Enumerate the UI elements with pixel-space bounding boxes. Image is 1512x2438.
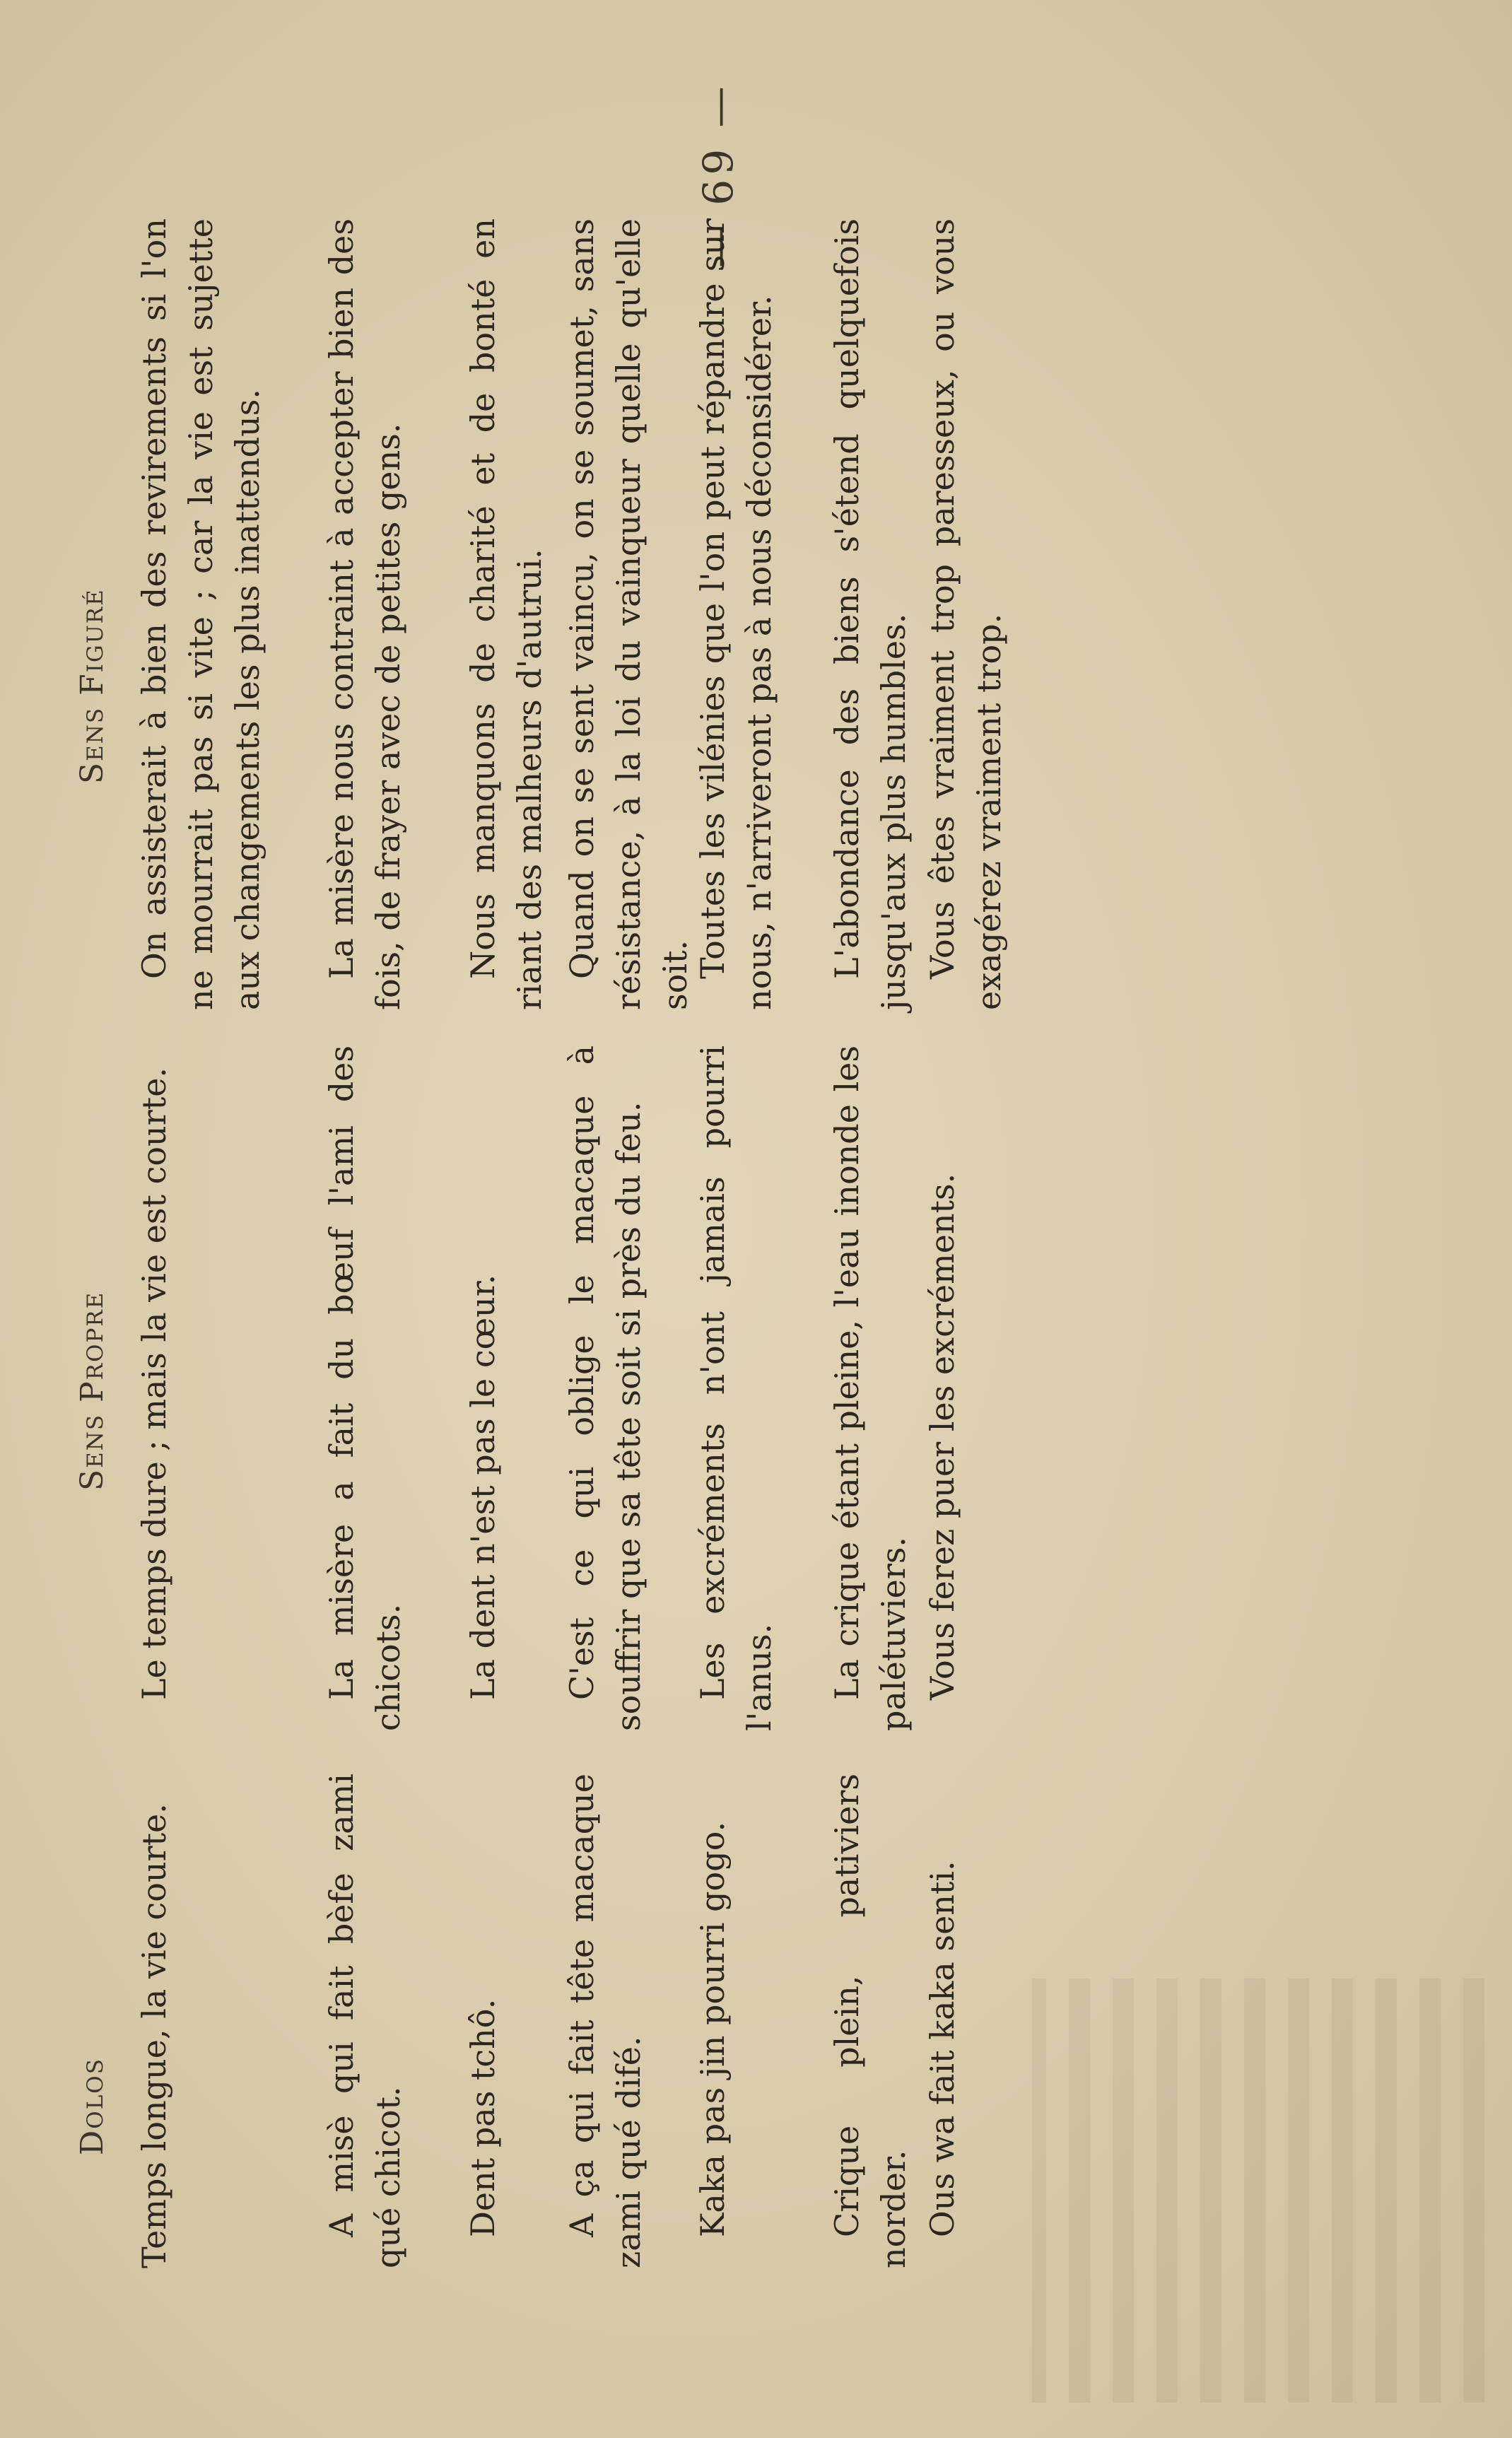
entry-7-figure: Vous êtes vraiment trop paresseux, ou vous exagérez vraiment trop.: [923, 218, 1008, 1010]
entry-1-figure: On assisterait à bien des revirements si l'on ne mourrait pas si vite ; car la vie est sujette aux changements les plus inattendus.: [135, 218, 266, 1010]
entry-5-figure: Toutes les vilénies que l'on peut répandre sur nous, n'arriveront pas à nous déconsidérer.: [693, 218, 778, 1010]
entry-3-figure: Nous manquons de charité et de bonté en riant des malheurs d'autrui.: [464, 218, 549, 1010]
entry-7-propre: Vous ferez puer les excréments.: [923, 1173, 961, 1700]
entry-4-propre: C'est ce qui oblige le macaque à souffrir que sa tête soit si près du feu.: [563, 1045, 647, 1731]
entry-4-dolos: A ça qui fait tête macaque zami qué difé.: [563, 1774, 647, 2268]
entry-6-propre: La crique étant pleine, l'eau inonde les palétuviers.: [828, 1045, 913, 1731]
entry-2-propre: La misère a fait du bœuf l'ami des chicots.: [322, 1045, 407, 1731]
header-sens-propre: Sens Propre: [74, 1291, 110, 1491]
entry-3-dolos: Dent pas tchô.: [464, 1998, 502, 2237]
entry-5-propre: Les excréments n'ont jamais pourri l'anus.: [693, 1045, 778, 1731]
entry-4-figure: Quand on se sent vaincu, on se soumet, sans résistance, à la loi du vainqueur quelle qu'elle soit.: [563, 218, 694, 1010]
entry-2-figure: La misère nous contraint à accepter bien des fois, de frayer avec de petites gens.: [322, 218, 407, 1010]
entry-2-dolos: A misè qui fait bèfe zami qué chicot.: [322, 1774, 407, 2268]
entry-7-dolos: Ous wa fait kaka senti.: [923, 1860, 961, 2237]
page-number: — 69 —: [694, 82, 742, 268]
header-dolos: Dolos: [74, 2058, 110, 2155]
entry-6-figure: L'abondance des biens s'étend quelquefois jusqu'aux plus humbles.: [828, 218, 913, 1010]
entry-5-dolos: Kaka pas jin pourri gogo.: [693, 1821, 732, 2237]
show-through-shadow: [1032, 1979, 1484, 2403]
entry-6-dolos: Crique plein, pativiers norder.: [828, 1774, 913, 2268]
header-sens-figure: Sens Figuré: [74, 588, 110, 784]
entry-3-propre: La dent n'est pas le cœur.: [464, 1274, 502, 1700]
entry-1-propre: Le temps dure ; mais la vie est courte.: [135, 1067, 173, 1700]
entry-1-dolos: Temps longue, la vie courte.: [135, 1803, 173, 2268]
